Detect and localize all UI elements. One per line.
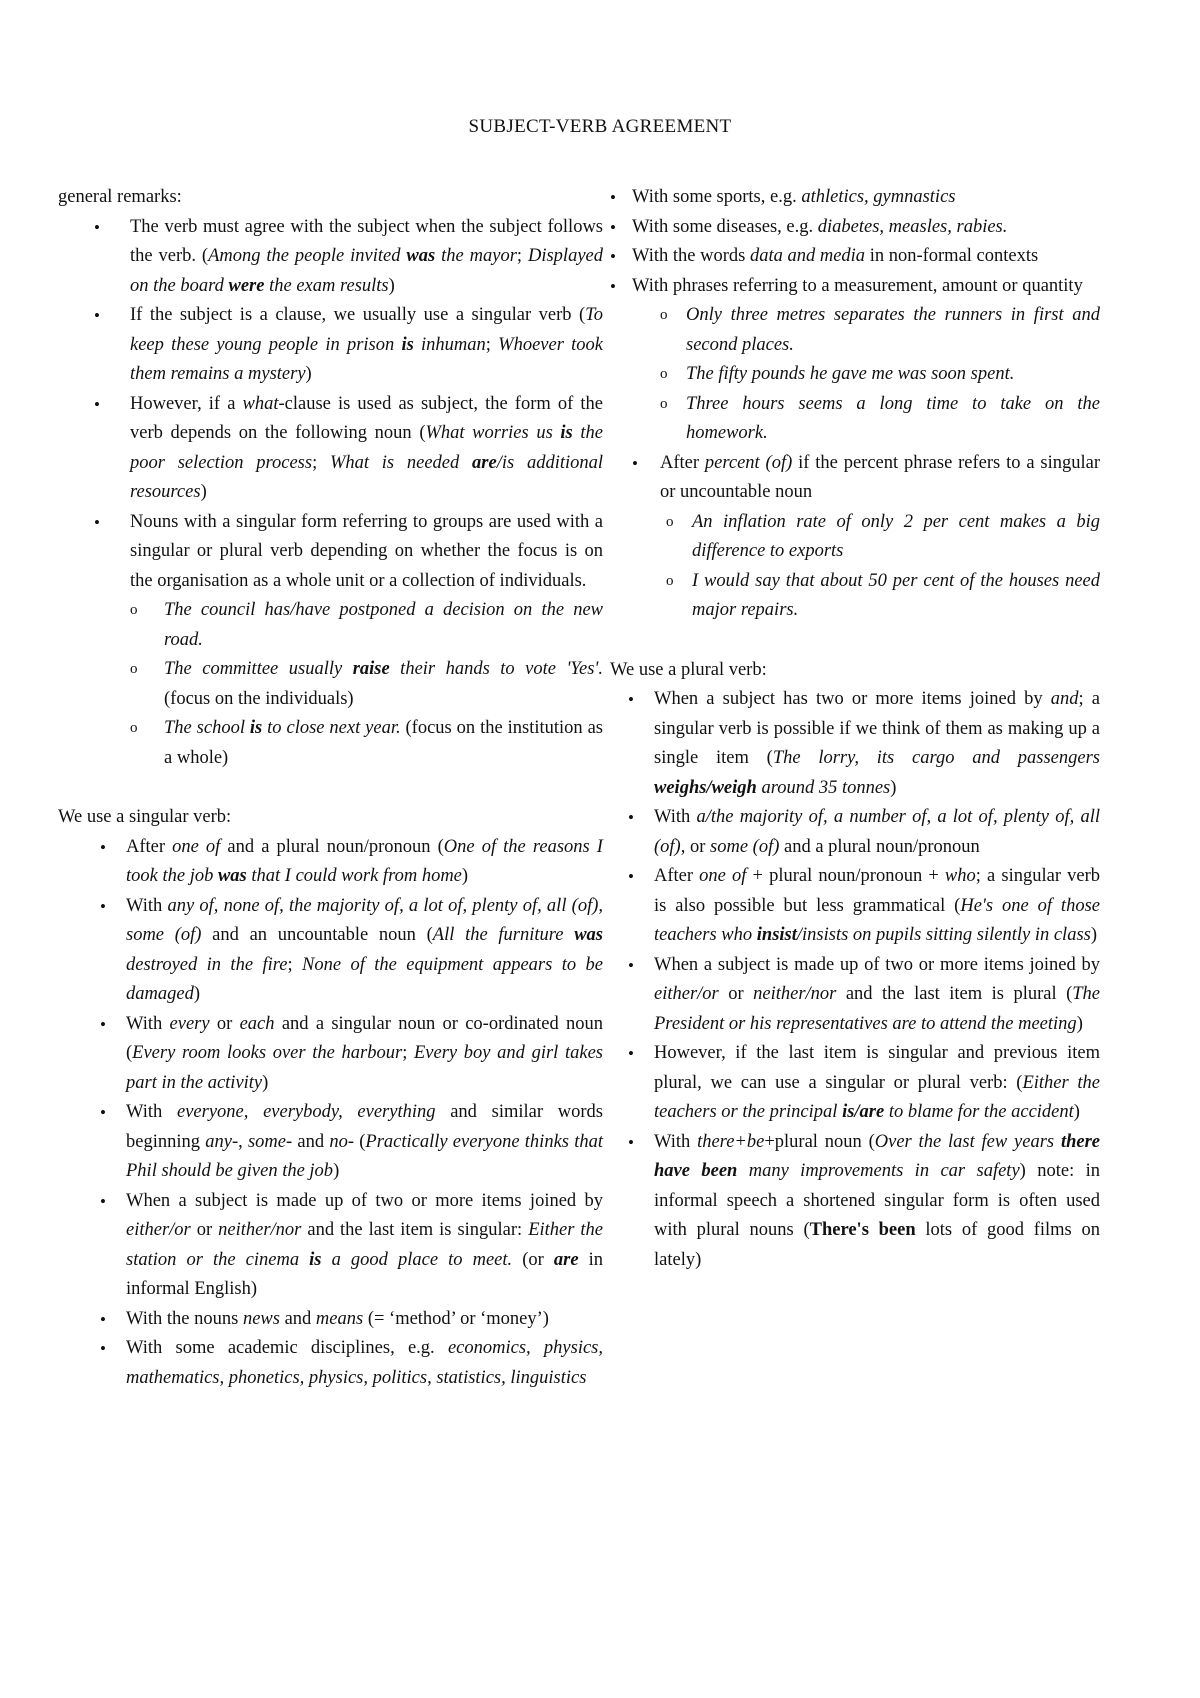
list-item: [610, 242, 1100, 272]
list-item-text: However, if the last item is singular and previous item plural, we can use a singular or plural verb: (Either the teachers or the principal is/are to blame for the accident): [654, 1043, 1101, 1122]
sub-list-item-text: Three hours seems a long time to take on the homework.: [686, 393, 1100, 443]
circle-bullet-icon: o: [666, 572, 674, 589]
sub-list-item: [58, 714, 603, 773]
bullet-icon: •: [100, 1309, 106, 1329]
list-item-text: With everyone, everybody, everything and similar words beginning any-, some- and no- (Practically everyone thinks that Phil should be given the job): [126, 1102, 603, 1181]
sub-list-item: [610, 567, 1100, 626]
bullet-icon: •: [100, 896, 106, 916]
list-item-text: The verb must agree with the subject when the subject follows the verb. (Among the people invited was the mayor; Displayed on the board were the exam results): [130, 216, 603, 296]
bullet-icon: •: [628, 955, 634, 975]
list-item-text: After percent (of) if the percent phrase refers to a singular or uncountable noun: [660, 452, 1100, 502]
list-item: [610, 685, 1100, 803]
circle-bullet-icon: o: [660, 307, 668, 323]
sub-list-item-text: The committee usually raise their hands to vote 'Yes'. (focus on the individuals): [164, 659, 604, 709]
sub-list-item: [610, 301, 1100, 360]
plural-verb-label: We use a plural verb:: [610, 659, 767, 680]
list-item: [58, 390, 603, 508]
left-column: [58, 183, 603, 1393]
list-item-text: With there+be+plural noun (Over the last few years there have been many improvements in car safety) note: in informal speech a shortened singular form is often used with plural nouns (There's been lots of good films on lately): [654, 1131, 1100, 1270]
list-item: [58, 1098, 603, 1187]
list-item-text: However, if a what-clause is used as subject, the form of the verb depends on the following noun (What worries us is the poor selection process; What is needed are/is additional resources): [130, 393, 604, 502]
list-item: [610, 1128, 1100, 1276]
singular-verb-list: [58, 833, 603, 1394]
sub-list-item: [58, 655, 603, 714]
list-item: [58, 1334, 603, 1393]
circle-bullet-icon: o: [660, 366, 668, 382]
sub-list-item-text: An inflation rate of only 2 per cent makes a big difference to exports: [692, 511, 1100, 561]
list-item-text: If the subject is a clause, we usually use a singular verb (To keep these young people in prison is inhuman; Whoever took them remains a mystery): [130, 305, 603, 384]
list-item: [610, 862, 1100, 951]
list-item-text: With every or each and a singular noun or co-ordinated noun (Every room looks over the harbour; Every boy and girl takes part in the activity): [126, 1013, 603, 1093]
right-column: [610, 183, 1100, 1275]
bullet-icon: •: [628, 867, 634, 886]
bullet-icon: •: [628, 690, 634, 709]
list-item-text: With the nouns news and means (= ‘method’ or ‘money’): [126, 1308, 549, 1329]
list-item: [58, 301, 603, 390]
list-item: [58, 213, 603, 302]
list-item: [610, 951, 1100, 1040]
sub-list-item: [610, 390, 1100, 449]
bullet-icon: •: [94, 217, 100, 237]
bullet-icon: •: [610, 188, 616, 207]
sub-list-item: [610, 360, 1100, 390]
bullet-icon: •: [100, 1103, 106, 1122]
list-item-text: With some sports, e.g. athletics, gymnastics: [632, 187, 956, 207]
sub-list-item-text: The school is to close next year. (focus on the institution as a whole): [164, 718, 603, 768]
bullet-icon: •: [610, 217, 616, 237]
circle-bullet-icon: o: [660, 395, 668, 412]
list-item-text: After one of + plural noun/pronoun + who; a singular verb is also possible but less grammatical (He's one of those teachers who insist/insists on pupils sitting silently in class): [654, 866, 1100, 945]
list-item-text: After one of and a plural noun/pronoun (One of the reasons I took the job was that I could work from home): [126, 836, 603, 886]
circle-bullet-icon: o: [130, 661, 138, 677]
list-item-text: With any of, none of, the majority of, a lot of, plenty of, all (of), some (of) and an uncountable noun (All the furniture was destroyed in the fire; None of the equipment appears to be damaged): [126, 895, 603, 1004]
list-item: [58, 1187, 603, 1305]
list-item: [610, 1039, 1100, 1128]
list-item: [610, 183, 1100, 213]
list-item-text: With some diseases, e.g. diabetes, measles, rabies.: [632, 216, 1008, 237]
circle-bullet-icon: o: [666, 513, 674, 530]
list-item: [58, 892, 603, 1010]
bullet-icon: •: [632, 453, 638, 473]
bullet-icon: •: [100, 1191, 106, 1211]
bullet-icon: •: [628, 808, 634, 827]
bullet-icon: •: [94, 306, 100, 325]
sub-list-item-text: The fifty pounds he gave me was soon spent.: [686, 364, 1015, 384]
sub-list-item: [58, 596, 603, 655]
bullet-icon: •: [100, 1014, 106, 1034]
list-item: [610, 272, 1100, 302]
list-item: [58, 1010, 603, 1099]
list-item-text: With some academic disciplines, e.g. economics, physics, mathematics, phonetics, physics, politics, statistics, linguistics: [126, 1338, 603, 1388]
list-item: [58, 1305, 603, 1335]
bullet-icon: •: [628, 1132, 634, 1152]
sub-list-item-text: Only three metres separates the runners in first and second places.: [686, 305, 1100, 355]
list-item-text: With a/the majority of, a number of, a lot of, plenty of, all (of), or some (of) and a plural noun/pronoun: [654, 807, 1100, 857]
bullet-icon: •: [628, 1044, 634, 1063]
list-item: [58, 508, 603, 597]
bullet-icon: •: [100, 1339, 106, 1358]
list-item: [610, 449, 1100, 508]
sub-list-item-text: The council has/have postponed a decision on the new road.: [164, 600, 603, 650]
list-item-text: With phrases referring to a measurement, amount or quantity: [632, 275, 1083, 296]
bullet-icon: •: [94, 394, 100, 414]
bullet-icon: •: [610, 276, 616, 296]
sub-list-item: [610, 508, 1100, 567]
singular-verb-label: We use a singular verb:: [58, 807, 232, 827]
bullet-icon: •: [94, 512, 100, 532]
sub-list-item-text: I would say that about 50 per cent of the houses need major repairs.: [692, 570, 1100, 620]
circle-bullet-icon: o: [130, 602, 138, 618]
list-item-text: Nouns with a singular form referring to groups are used with a singular or plural verb depending on whether the focus is on the organisation as a whole unit or a collection of individuals.: [130, 511, 603, 591]
list-item-text: When a subject has two or more items joined by and; a singular verb is possible if we think of them as making up a single item (The lorry, its cargo and passengers weighs/weigh around 35 tonnes): [654, 689, 1101, 798]
singular-continued-list: [610, 183, 1100, 449]
list-item: [610, 213, 1100, 243]
list-item-text: When a subject is made up of two or more items joined by either/or or neither/nor and the last item is plural (The President or his representatives are to attend the meeting): [654, 954, 1100, 1034]
plural-verb-list: [610, 685, 1100, 1275]
general-remarks-label: general remarks:: [58, 187, 182, 207]
bullet-icon: •: [100, 837, 106, 857]
list-item: [58, 833, 603, 892]
page-title: SUBJECT-VERB AGREEMENT: [468, 116, 732, 137]
general-remarks-list: [58, 213, 603, 774]
bullet-icon: •: [610, 247, 616, 266]
list-item-text: When a subject is made up of two or more items joined by either/or or neither/nor and the last item is singular: Either the station or the cinema is a good place to meet. (or are in informal English): [126, 1190, 604, 1299]
list-item: [610, 803, 1100, 862]
percent-list: [610, 449, 1100, 626]
circle-bullet-icon: o: [130, 720, 138, 736]
list-item-text: With the words data and media in non-formal contexts: [632, 246, 1039, 266]
